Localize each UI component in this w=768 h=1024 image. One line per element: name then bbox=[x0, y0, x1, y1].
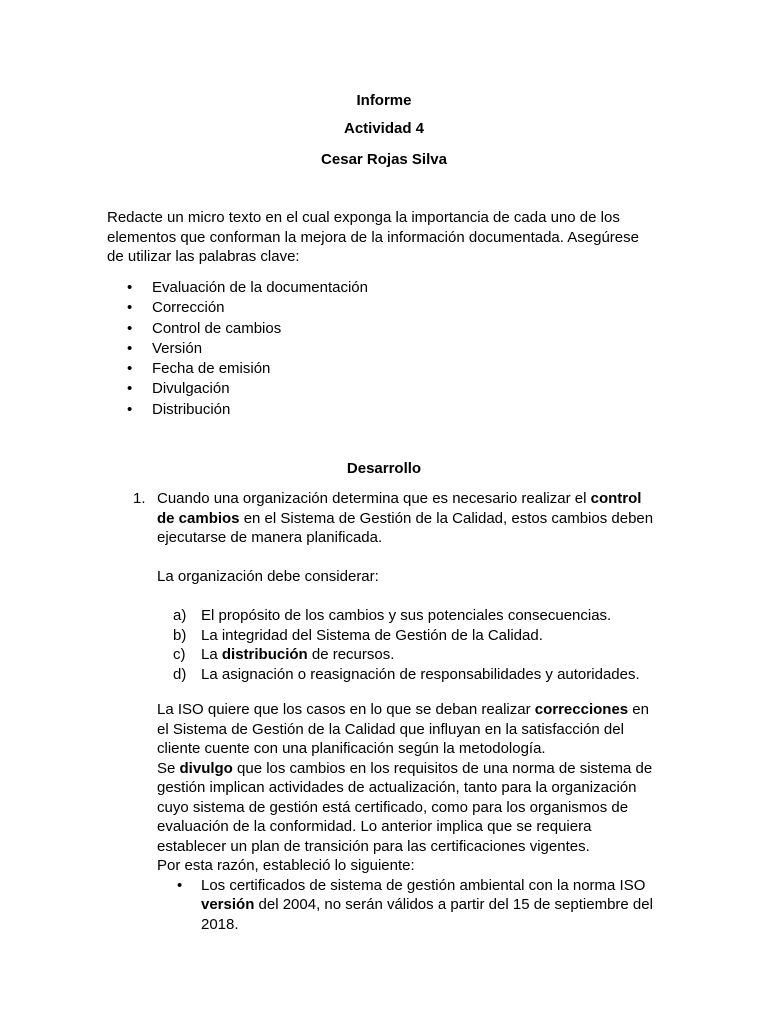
keyword-list bbox=[107, 278, 368, 420]
doc-title: Informe bbox=[356, 92, 412, 109]
text-run: de recursos. bbox=[307, 646, 395, 663]
sub-list-item bbox=[157, 606, 657, 626]
text-run: Los certificados de sistema de gestión ambiental con la norma ISO bbox=[201, 876, 646, 894]
text-run: en el Sistema de Gestión de la Calidad, estos cambios deben ejecutarse de manera planificada. bbox=[157, 509, 654, 546]
keyword-item: • Control de cambios bbox=[107, 319, 368, 339]
inner-bullet-item bbox=[157, 876, 657, 935]
intro-text: Redacte un micro texto en el cual exponga la importancia de cada uno de los elementos que conforman la mejora de la información documentada. Asegúrese de utilizar las palabras clave: bbox=[107, 209, 639, 265]
keyword-item: • Corrección bbox=[107, 298, 368, 318]
bold-keyword: divulgo bbox=[179, 759, 233, 777]
author-name: Cesar Rojas Silva bbox=[321, 151, 447, 168]
bold-keyword: versión bbox=[201, 896, 255, 913]
text-run: La bbox=[201, 646, 222, 663]
item-number: 1. bbox=[133, 490, 146, 507]
bold-keyword: distribución bbox=[221, 646, 308, 663]
activity-title: Actividad 4 bbox=[343, 120, 425, 137]
sub-letter: d) bbox=[173, 665, 187, 683]
body-paragraphs bbox=[157, 700, 657, 934]
text-run: Cuando una organización determina que es necesario realizar el bbox=[157, 490, 591, 507]
text-run: La ISO quiere que los casos en lo que se deban realizar bbox=[157, 701, 535, 718]
sub-list-item bbox=[157, 626, 657, 646]
text-run: que los cambios en los requisitos de una norma de sistema de gestión implican actividades de actualización, tanto para la organización cuyo sistema de gestión está certificado, como para los organismos de evaluación de la conformidad. Lo anterior implica que se requiera establecer un plan de transición para las certificaciones vigentes. bbox=[157, 759, 653, 855]
text-run: La integridad del Sistema de Gestión de la Calidad. bbox=[201, 626, 543, 644]
text-run: El propósito de los cambios y sus potenciales consecuencias. bbox=[201, 607, 612, 624]
bold-keyword: control de cambios bbox=[157, 490, 642, 527]
text-run: La asignación o reasignación de responsabilidades y autoridades. bbox=[201, 665, 640, 683]
keyword-item: • Versión bbox=[107, 339, 368, 359]
item-paragraph-2: La organización debe considerar: bbox=[157, 568, 379, 585]
section-heading: Desarrollo bbox=[346, 460, 422, 477]
sub-letter: b) bbox=[173, 626, 187, 644]
keyword-item: • Divulgación bbox=[107, 379, 368, 399]
sub-list-item bbox=[157, 665, 657, 685]
sub-letter: a) bbox=[173, 607, 187, 624]
corrections-paragraph bbox=[157, 700, 657, 759]
keyword-item: • Fecha de emisión bbox=[107, 359, 368, 379]
item-body bbox=[157, 489, 657, 684]
intro-paragraph bbox=[107, 208, 647, 267]
divulgation-paragraph bbox=[157, 759, 657, 857]
sub-list bbox=[157, 606, 657, 684]
keyword-item: • Evaluación de la documentación bbox=[107, 278, 368, 298]
reason-paragraph: Por esta razón, estableció lo siguiente: bbox=[157, 857, 415, 874]
item-paragraph-1 bbox=[157, 489, 657, 548]
bold-keyword: correcciones bbox=[534, 701, 629, 718]
inner-bullet-list bbox=[157, 876, 657, 935]
text-run: del 2004, no serán válidos a partir del 15 de septiembre del 2018. bbox=[201, 896, 653, 933]
text-run: Se bbox=[157, 759, 180, 777]
sub-list-item bbox=[157, 645, 657, 665]
sub-letter: c) bbox=[173, 646, 186, 663]
text-run: en el Sistema de Gestión de la Calidad que influyan en la satisfacción del cliente cuente con una planificación según la metodología. bbox=[157, 701, 649, 757]
keyword-item: • Distribución bbox=[107, 400, 368, 420]
